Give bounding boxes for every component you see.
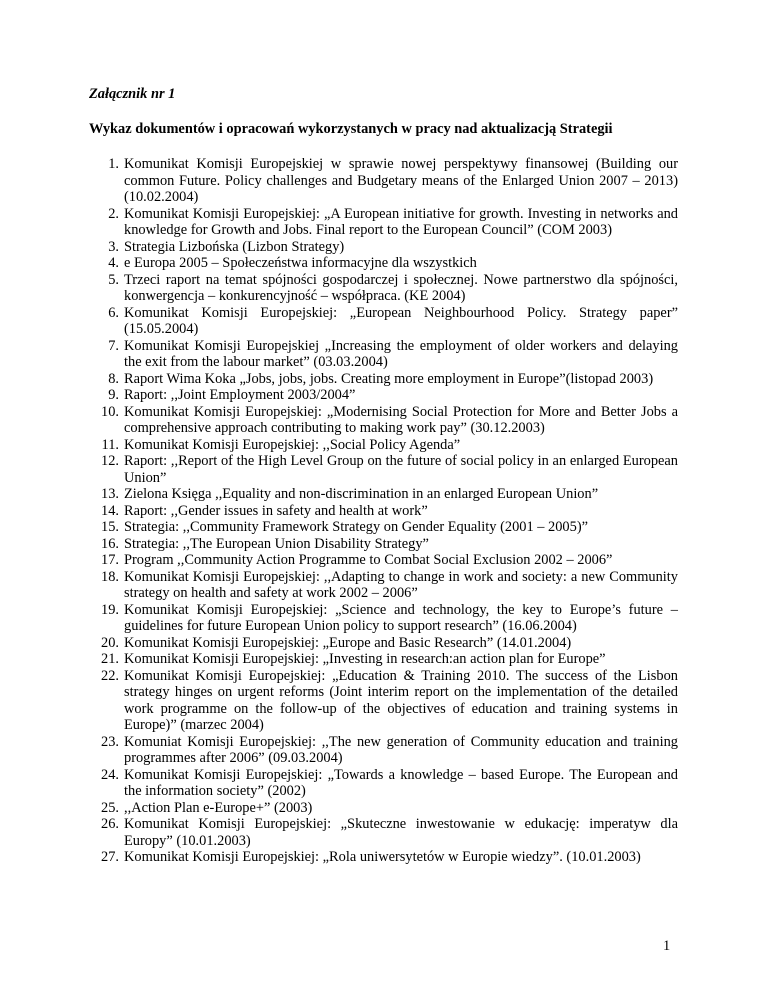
list-item-text: Komunikat Komisji Europejskiej: „Modernising Social Protection for More and Better Jobs a comprehensive approach contributing to making work pay” (30.12.2003)	[124, 403, 678, 436]
list-item-number: 9.	[108, 387, 119, 403]
list-item	[89, 552, 678, 569]
list-item-number: 20.	[101, 634, 119, 651]
list-item-text: Strategia: ,,Community Framework Strategy on Gender Equality (2001 – 2005)”	[124, 519, 589, 535]
list-item-number: 24.	[101, 766, 119, 783]
list-item-number: 21.	[101, 651, 119, 667]
list-item	[89, 800, 678, 817]
list-item-number: 10.	[101, 403, 119, 420]
list-item-number: 2.	[108, 205, 119, 222]
list-item-text: Komunikat Komisji Europejskiej: „Skuteczne inwestowanie w edukację: imperatyw dla Europy” (10.01.2003)	[124, 816, 678, 849]
list-item-number: 23.	[101, 733, 119, 750]
list-item-number: 7.	[108, 337, 119, 354]
list-item-text: Zielona Księga ,,Equality and non-discrimination in an enlarged European Union”	[124, 486, 599, 502]
annex-title: Załącznik nr 1	[89, 86, 176, 102]
list-item-text: Strategia: ,,The European Union Disability Strategy”	[124, 535, 429, 552]
list-item-number: 12.	[101, 453, 119, 469]
list-item-number: 19.	[101, 601, 119, 618]
list-item	[89, 503, 678, 520]
list-item	[89, 536, 678, 553]
list-item	[89, 272, 678, 305]
list-item-text: Raport Wima Koka „Jobs, jobs, jobs. Creating more employment in Europe”(listopad 2003)	[124, 370, 654, 387]
list-item-number: 17.	[101, 552, 119, 568]
list-item	[89, 816, 678, 849]
list-item	[89, 486, 678, 503]
list-item-number: 6.	[108, 304, 119, 321]
list-item-text: Komuniat Komisji Europejskiej: ,,The new generation of Community education and training programmes after 2006” (09.03.2004)	[124, 733, 678, 766]
list-item-number: 1.	[108, 156, 119, 172]
list-item-text: Komunikat Komisji Europejskiej: „Rola uniwersytetów w Europie wiedzy”. (10.01.2003)	[124, 849, 641, 865]
list-item	[89, 651, 678, 668]
list-item-text: Komunikat Komisji Europejskiej: ,,Adapting to change in work and society: a new Community strategy on health and safety at work 2002 – 2006”	[124, 568, 678, 601]
list-item	[89, 602, 678, 635]
document-list	[89, 156, 678, 866]
list-item-number: 22.	[101, 667, 119, 684]
list-item-number: 26.	[101, 816, 119, 832]
list-item-text: Komunikat Komisji Europejskiej: „Towards a knowledge – based Europe. The European and the information society” (2002)	[124, 766, 678, 799]
list-item	[89, 767, 678, 800]
list-item	[89, 635, 678, 652]
list-item	[89, 338, 678, 371]
list-item-text: Komunikat Komisji Europejskiej „Increasing the employment of older workers and delaying the exit from the labour market” (03.03.2004)	[124, 337, 678, 370]
list-item-number: 15.	[101, 519, 119, 535]
list-item-text: ,,Action Plan e-Europe+” (2003)	[124, 799, 313, 816]
page-number: 1	[663, 938, 671, 954]
list-item-number: 13.	[101, 486, 119, 502]
list-item-text: Program ,,Community Action Programme to Combat Social Exclusion 2002 – 2006”	[124, 552, 613, 568]
list-item-number: 5.	[108, 271, 119, 288]
list-item-text: e Europa 2005 – Społeczeństwa informacyjne dla wszystkich	[124, 255, 477, 271]
list-item	[89, 519, 678, 536]
list-item-text: Raport: ,,Joint Employment 2003/2004”	[124, 387, 356, 403]
list-item-number: 11.	[101, 436, 119, 453]
list-item-text: Komunikat Komisji Europejskiej: „Europe and Basic Research” (14.01.2004)	[124, 634, 572, 651]
list-item-number: 25.	[101, 799, 119, 816]
list-item	[89, 156, 678, 206]
list-item-text: Strategia Lizbońska (Lizbon Strategy)	[124, 238, 345, 255]
list-item	[89, 437, 678, 454]
list-item-text: Komunikat Komisji Europejskiej: „A European initiative for growth. Investing in networks and knowledge for Growth and Jobs. Final report to the European Council” (COM 2003)	[124, 205, 678, 238]
list-item	[89, 849, 678, 866]
list-item-text: Komunikat Komisji Europejskiej: ,,Social Policy Agenda”	[124, 436, 461, 453]
list-item	[89, 734, 678, 767]
list-item-text: Komunikat Komisji Europejskiej: „Education & Training 2010. The success of the Lisbon strategy hinges on urgent reforms (Joint interim report on the implementation of the detailed work programme on the follow-up of the objectives of education and training systems in Europe)” (marzec 2004)	[124, 667, 678, 733]
list-item-text: Trzeci raport na temat spójności gospodarczej i społecznej. Nowe partnerstwo dla spójności, konwergencja – konkurencyjność – współpraca. (KE 2004)	[124, 271, 678, 304]
list-item-text: Komunikat Komisji Europejskiej: „Investing in research:an action plan for Europe”	[124, 651, 606, 667]
list-item-text: Komunikat Komisji Europejskiej w sprawie nowej perspektywy finansowej (Building our common Future. Policy challenges and Budgetary means of the Enlarged Union 2007 – 2013) (10.02.2004)	[124, 156, 678, 205]
list-item-number: 3.	[108, 238, 119, 255]
list-item-number: 14.	[101, 502, 119, 519]
list-item-number: 16.	[101, 535, 119, 552]
list-item	[89, 206, 678, 239]
list-item	[89, 404, 678, 437]
list-item-text: Raport: ,,Report of the High Level Group on the future of social policy in an enlarged European Union”	[124, 453, 678, 486]
list-item	[89, 255, 678, 272]
list-item-text: Komunikat Komisji Europejskiej: „European Neighbourhood Policy. Strategy paper” (15.05.2004)	[124, 304, 678, 337]
list-item-text: Komunikat Komisji Europejskiej: „Science and technology, the key to Europe’s future – guidelines for future European Union policy to support research” (16.06.2004)	[124, 601, 678, 634]
page-heading: Wykaz dokumentów i opracowań wykorzystanych w pracy nad aktualizacją Strategii	[89, 121, 613, 137]
list-item	[89, 453, 678, 486]
list-item	[89, 371, 678, 388]
list-item-text: Raport: ,,Gender issues in safety and health at work”	[124, 502, 428, 519]
list-item-number: 8.	[108, 370, 119, 387]
list-item-number: 18.	[101, 568, 119, 585]
list-item	[89, 668, 678, 734]
list-item	[89, 387, 678, 404]
list-item-number: 27.	[101, 849, 119, 865]
list-item	[89, 569, 678, 602]
list-item-number: 4.	[108, 255, 119, 271]
list-item	[89, 305, 678, 338]
list-item	[89, 239, 678, 256]
